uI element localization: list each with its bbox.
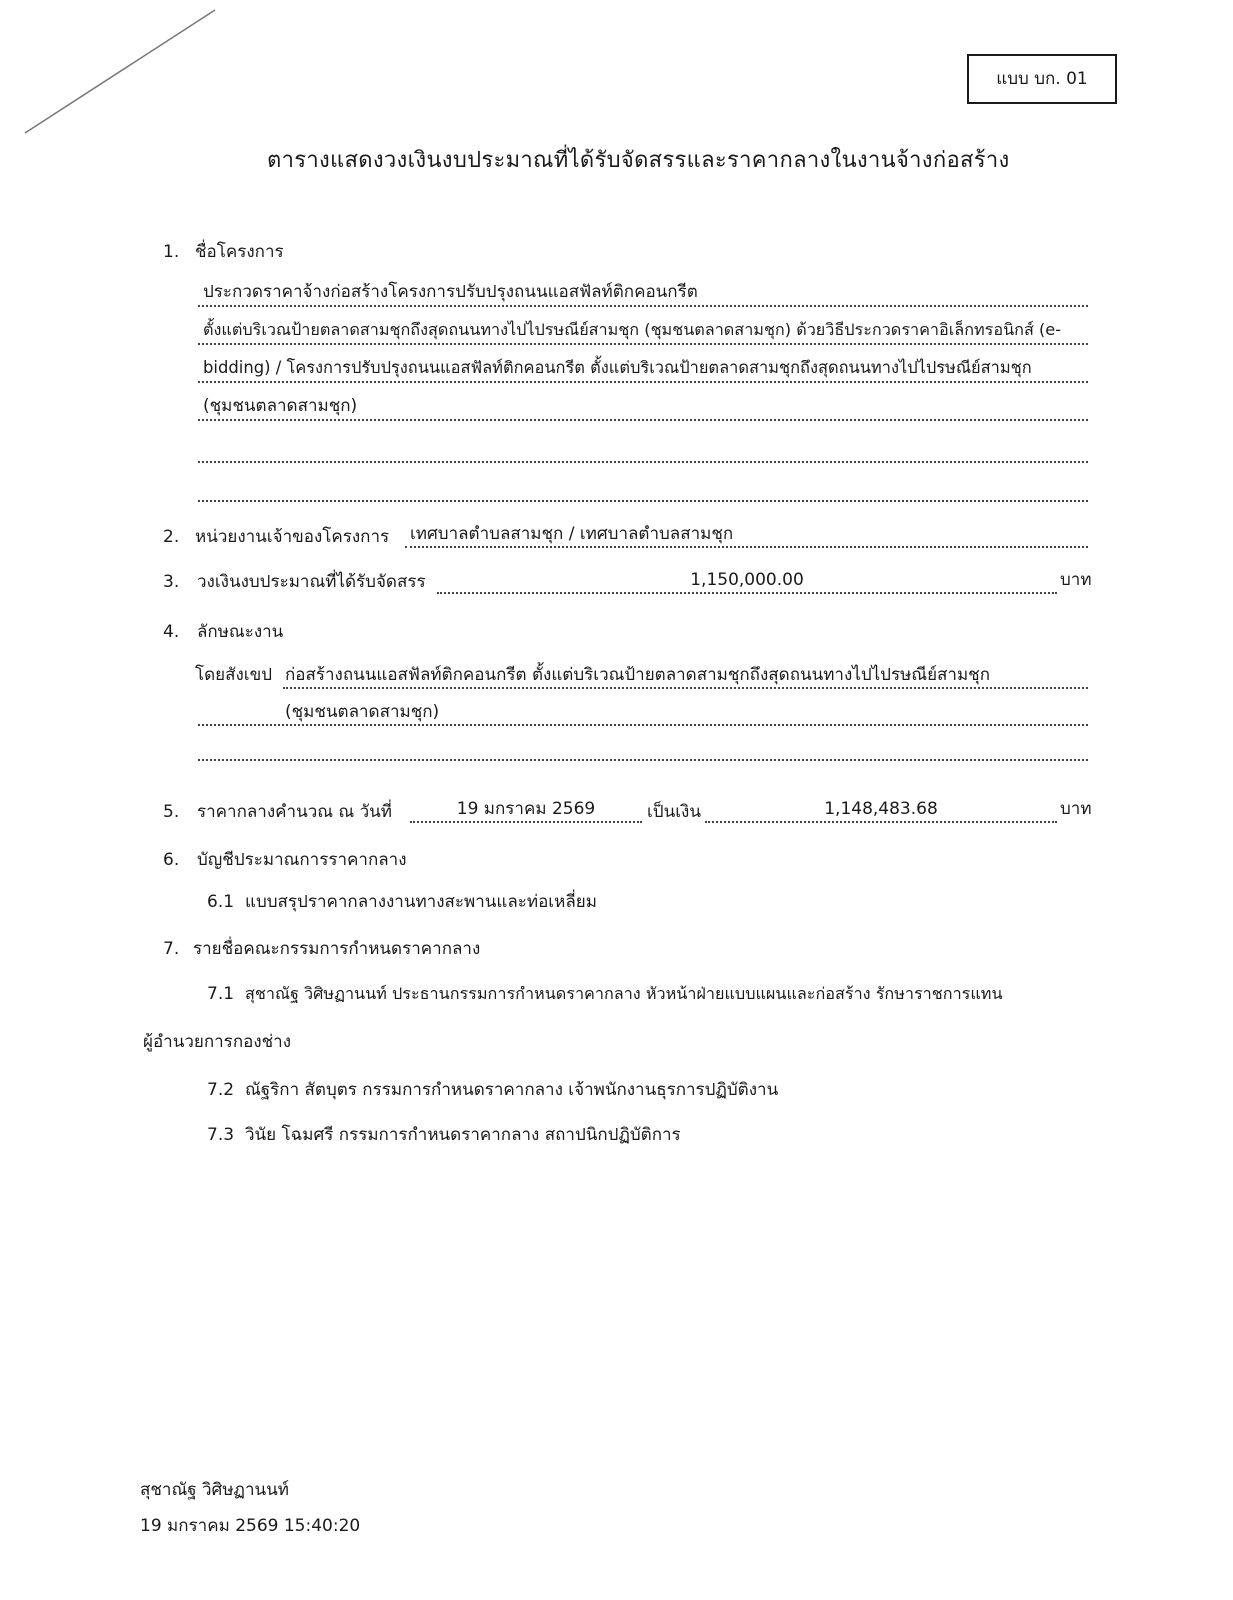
section4-sub-label: โดยสังเขป (195, 665, 273, 685)
dotted-line (437, 592, 1057, 594)
section6-number: 6. (163, 850, 180, 870)
project-name-line-3: bidding) / โครงการปรับปรุงถนนแอสฟัลท์ติกคอนกรีต ตั้งแต่บริเวณป้ายตลาดสามชุกถึงสุดถนนทางไปไปรษณีย์สามชุก (203, 358, 1032, 377)
dotted-line (705, 821, 1057, 823)
work-description-line-1: ก่อสร้างถนนแอสฟัลท์ติกคอนกรีต ตั้งแต่บริเวณป้ายตลาดสามชุกถึงสุดถนนทางไปไปรษณีย์สามชุก (285, 665, 990, 685)
section5-number: 5. (163, 802, 180, 822)
section6-label: บัญชีประมาณการราคากลาง (197, 850, 407, 870)
dotted-line (198, 381, 1088, 383)
section4-label: ลักษณะงาน (197, 622, 284, 642)
dotted-line (198, 500, 1088, 502)
form-code-box (967, 54, 1117, 104)
work-description-line-2: (ชุมชนตลาดสามชุก) (285, 702, 440, 722)
median-price-date: 19 มกราคม 2569 (456, 799, 596, 819)
committee-item-number: 7.2 (207, 1080, 235, 1100)
dotted-line (405, 546, 1088, 548)
section1-number: 1. (163, 242, 180, 262)
section5-amount-label: เป็นเงิน (647, 802, 701, 822)
committee-item-text: สุชาณัฐ วิศิษฏานนท์ ประธานกรรมการกำหนดราคากลาง หัวหน้าฝ่ายแบบแผนและก่อสร้าง รักษาราชการแทน (245, 984, 1003, 1003)
section5-label: ราคากลางคำนวณ ณ วันที่ (197, 802, 392, 822)
median-price-unit: บาท (1060, 799, 1092, 819)
scan-line-mark (20, 8, 220, 138)
section6-item-number: 6.1 (207, 892, 235, 912)
section3-number: 3. (163, 572, 180, 592)
section2-number: 2. (163, 527, 180, 547)
dotted-line (198, 305, 1088, 307)
dotted-line (410, 821, 642, 823)
committee-item-text: ณัฐริกา สัตบุตร กรรมการกำหนดราคากลาง เจ้าพนักงานธุรการปฏิบัติงาน (245, 1080, 779, 1100)
section3-label: วงเงินงบประมาณที่ได้รับจัดสรร (197, 572, 426, 592)
committee-item-continuation: ผู้อำนวยการกองช่าง (143, 1032, 292, 1052)
section4-number: 4. (163, 622, 180, 642)
form-code: แบบ บก. 01 (996, 69, 1088, 89)
budget-unit: บาท (1060, 570, 1092, 590)
section1-label: ชื่อโครงการ (195, 242, 284, 262)
project-name-line-2: ตั้งแต่บริเวณป้ายตลาดสามชุกถึงสุดถนนทางไปไปรษณีย์สามชุก (ชุมชนตลาดสามชุก) ด้วยวิธีประกวดราคาอิเล็กทรอนิกส์ (e- (203, 320, 1062, 339)
committee-item-number: 7.1 (207, 984, 235, 1004)
owner-agency: เทศบาลตำบลสามชุก / เทศบาลตำบลสามชุก (410, 524, 734, 544)
committee-item-text: วินัย โฉมศรี กรรมการกำหนดราคากลาง สถาปนิกปฏิบัติการ (245, 1125, 681, 1145)
dotted-line (198, 759, 1088, 761)
project-name-line-4: (ชุมชนตลาดสามชุก) (203, 396, 358, 416)
page-title: ตารางแสดงวงเงินงบประมาณที่ได้รับจัดสรรและราคากลางในงานจ้างก่อสร้าง (267, 148, 1010, 173)
committee-item-number: 7.3 (207, 1125, 235, 1145)
footer-timestamp: 19 มกราคม 2569 15:40:20 (140, 1516, 361, 1536)
footer-signer-name: สุชาณัฐ วิศิษฏานนท์ (140, 1480, 289, 1500)
dotted-line (198, 461, 1088, 463)
dotted-line (198, 343, 1088, 345)
section2-label: หน่วยงานเจ้าของโครงการ (195, 527, 390, 547)
median-price-amount: 1,148,483.68 (824, 799, 938, 819)
budget-amount: 1,150,000.00 (690, 570, 804, 590)
dotted-line (198, 724, 1088, 726)
section6-item-text: แบบสรุปราคากลางงานทางสะพานและท่อเหลี่ยม (245, 892, 597, 912)
section7-label: รายชื่อคณะกรรมการกำหนดราคากลาง (193, 939, 481, 959)
project-name-line-1: ประกวดราคาจ้างก่อสร้างโครงการปรับปรุงถนนแอสฟัลท์ติกคอนกรีต (203, 282, 698, 302)
dotted-line (283, 687, 1088, 689)
section7-number: 7. (163, 939, 180, 959)
dotted-line (198, 419, 1088, 421)
